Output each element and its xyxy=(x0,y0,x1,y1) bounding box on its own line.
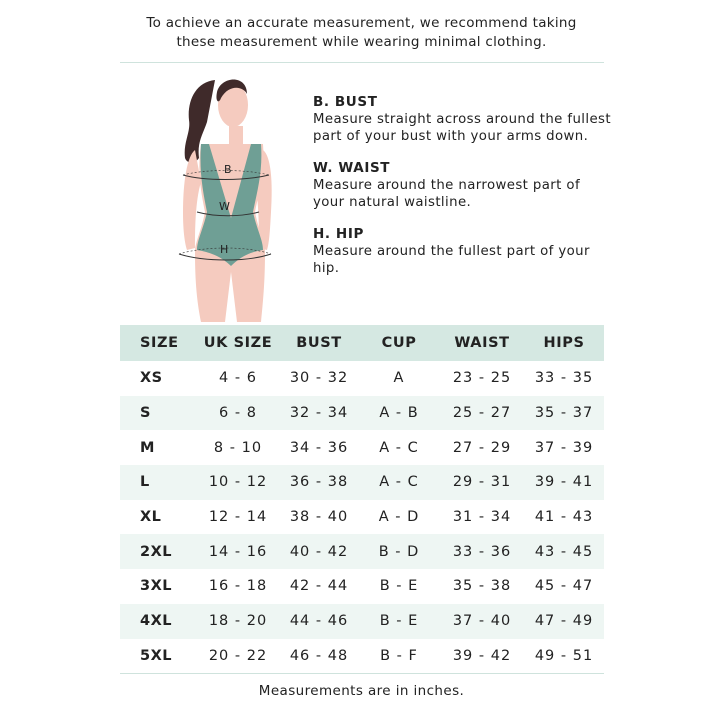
cup-cell: B - E xyxy=(379,578,419,595)
hip-marker: H xyxy=(220,243,229,256)
neck xyxy=(229,126,243,144)
uk-size-cell: 12 - 14 xyxy=(208,509,268,526)
hips-cell: 41 - 43 xyxy=(534,509,594,526)
divider xyxy=(120,62,604,63)
hips-cell: 35 - 37 xyxy=(524,396,604,431)
hips-cell: 43 - 45 xyxy=(524,534,604,569)
waist-marker: W xyxy=(219,200,230,213)
intro-line-2: these measurement while wearing minimal clothing. xyxy=(176,34,547,50)
waist-cell: 25 - 27 xyxy=(440,396,524,431)
table-row xyxy=(120,569,604,604)
size-cell: 4XL xyxy=(120,604,196,639)
cup-cell: A - C xyxy=(379,439,419,456)
cup-cell: B - E xyxy=(358,604,440,639)
size-cell: 5XL xyxy=(120,639,196,674)
guide-waist xyxy=(313,160,613,211)
table-row xyxy=(120,534,604,569)
guide-waist-title: W. WAIST xyxy=(313,160,391,176)
cup-cell: A - D xyxy=(378,509,420,526)
bust-cell: 36 - 38 xyxy=(280,465,358,500)
bust-marker: B xyxy=(224,163,232,176)
header-uk-size: UK SIZE xyxy=(196,325,280,361)
bust-cell: 46 - 48 xyxy=(280,639,358,674)
size-cell: 3XL xyxy=(140,578,173,595)
guide-bust-title: B. BUST xyxy=(313,94,378,110)
hips-cell: 47 - 49 xyxy=(524,604,604,639)
waist-cell: 35 - 38 xyxy=(452,578,512,595)
bust-cell: 30 - 32 xyxy=(289,370,349,387)
header-hips: HIPS xyxy=(524,325,604,361)
table-row xyxy=(120,639,604,674)
header-cup: CUP xyxy=(358,325,440,361)
hips-cell: 49 - 51 xyxy=(524,639,604,674)
uk-size-cell: 10 - 12 xyxy=(196,465,280,500)
table-row xyxy=(120,396,604,431)
hips-cell: 37 - 39 xyxy=(534,439,594,456)
bust-cell: 38 - 40 xyxy=(289,509,349,526)
header-bust: BUST xyxy=(280,325,358,361)
hips-cell: 45 - 47 xyxy=(534,578,594,595)
uk-size-cell: 20 - 22 xyxy=(196,639,280,674)
intro-line-1: To achieve an accurate measurement, we recommend taking xyxy=(146,15,577,31)
cup-cell: A - B xyxy=(358,396,440,431)
size-cell: M xyxy=(140,439,155,456)
waist-cell: 37 - 40 xyxy=(440,604,524,639)
table-row xyxy=(120,604,604,639)
header-waist: WAIST xyxy=(440,325,524,361)
body-measurement-illustration xyxy=(165,72,285,322)
waist-cell: 33 - 36 xyxy=(440,534,524,569)
table-row xyxy=(120,500,604,535)
uk-size-cell: 8 - 10 xyxy=(213,439,263,456)
guide-hip xyxy=(313,226,613,277)
hips-cell: 39 - 41 xyxy=(524,465,604,500)
size-cell: 2XL xyxy=(120,534,196,569)
waist-cell: 27 - 29 xyxy=(452,439,512,456)
waist-cell: 29 - 31 xyxy=(440,465,524,500)
bust-cell: 34 - 36 xyxy=(289,439,349,456)
bust-cell: 40 - 42 xyxy=(280,534,358,569)
uk-size-cell: 16 - 18 xyxy=(208,578,268,595)
waist-cell: 31 - 34 xyxy=(452,509,512,526)
uk-size-cell: 4 - 6 xyxy=(219,370,257,387)
guide-hip-text: Measure around the fullest part of your hip. xyxy=(313,244,590,276)
uk-size-cell: 18 - 20 xyxy=(196,604,280,639)
cup-cell: B - F xyxy=(358,639,440,674)
left-arm xyxy=(183,150,201,250)
size-chart-table xyxy=(120,325,604,674)
size-cell: XS xyxy=(140,370,163,387)
table-row xyxy=(120,361,604,396)
header-size: SIZE xyxy=(120,325,196,361)
guide-bust-text: Measure straight across around the fullest part of your bust with your arms down. xyxy=(313,112,611,144)
intro-text xyxy=(0,14,723,52)
guide-hip-title: H. HIP xyxy=(313,226,364,242)
size-cell: S xyxy=(120,396,196,431)
cup-cell: B - D xyxy=(358,534,440,569)
waist-cell: 23 - 25 xyxy=(452,370,512,387)
units-footnote: Measurements are in inches. xyxy=(258,683,465,699)
uk-size-cell: 6 - 8 xyxy=(196,396,280,431)
table-row xyxy=(120,465,604,500)
guide-bust xyxy=(313,94,613,145)
guide-waist-text: Measure around the narrowest part of your natural waistline. xyxy=(313,178,581,210)
size-cell: L xyxy=(120,465,196,500)
table-header-row xyxy=(120,325,604,361)
uk-size-cell: 14 - 16 xyxy=(196,534,280,569)
bust-cell: 42 - 44 xyxy=(289,578,349,595)
bust-cell: 44 - 46 xyxy=(280,604,358,639)
bust-cell: 32 - 34 xyxy=(280,396,358,431)
measurement-guide xyxy=(313,94,613,292)
cup-cell: A xyxy=(393,370,405,387)
waist-cell: 39 - 42 xyxy=(440,639,524,674)
size-cell: XL xyxy=(140,509,162,526)
hips-cell: 33 - 35 xyxy=(534,370,594,387)
cup-cell: A - C xyxy=(358,465,440,500)
table-row xyxy=(120,430,604,465)
